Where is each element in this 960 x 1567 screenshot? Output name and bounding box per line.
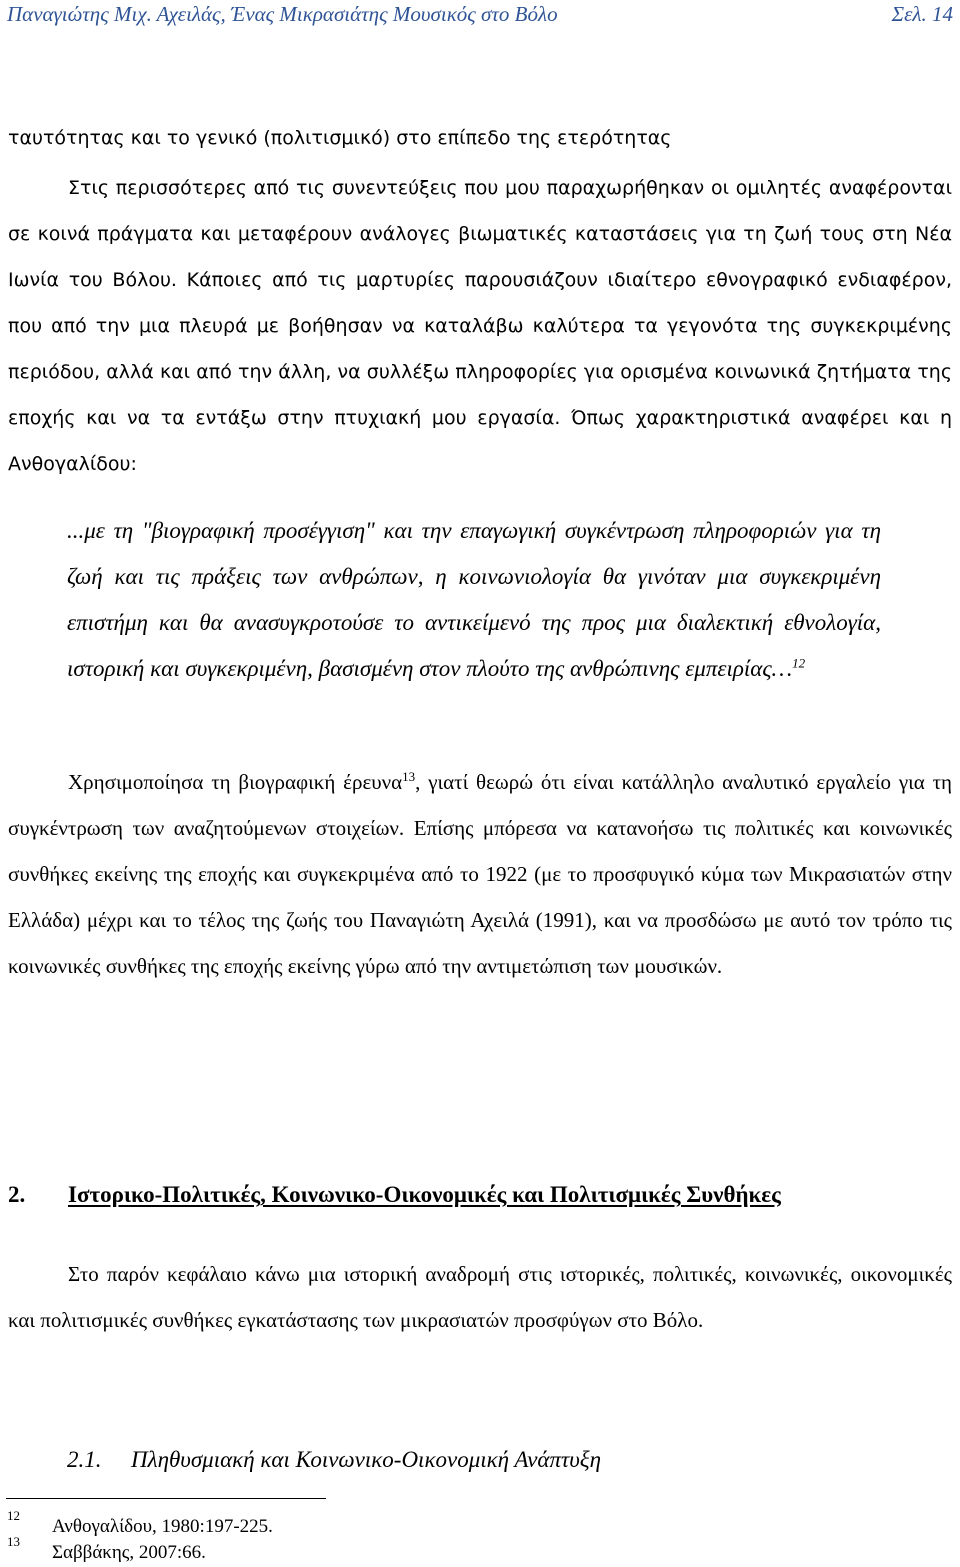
body-paragraph-3: Στο παρόν κεφάλαιο κάνω μια ιστορική αναδρομή στις ιστορικές, πολιτικές, κοινωνικές, οικονομικές και πολιτισμικές συνθήκες εγκατάστασης των μικρασιατών προσφύγων στο Βόλο. [8,1262,952,1332]
section-number: 2. [8,1182,26,1207]
section-heading [8,1182,781,1208]
document-title: Παναγιώτης Μιχ. Αχειλάς, Ένας Μικρασιάτης Μουσικός στο Βόλο [7,2,558,26]
block-quote-text: ...με τη "βιογραφική προσέγγιση" και την επαγωγική συγκέντρωση πληροφοριών για τη ζωή και τις πράξεις των ανθρώπων, η κοινωνιολογία θα γινόταν μια συγκεκριμένη επιστήμη και θα ανασυγκροτούσε το αντικείμενό της προς μια διαλεκτική εθνολογία, ιστορική και συγκεκριμένη, βασισμένη στον πλούτο της ανθρώπινης εμπειρίας… [67,518,881,681]
footnote-separator [6,1498,326,1499]
footnote-text: Ανθογαλίδου, 1980:197-225. [52,1516,273,1537]
footnote-text: Σαββάκης, 2007:66. [52,1542,206,1563]
paragraph-2-start: Χρησιμοποίησα τη βιογραφική έρευνα [68,770,403,794]
footnote-number: 13 [7,1534,20,1549]
page-number: Σελ. 14 [891,2,953,26]
continuation-line: ταυτότητας και το γενικό (πολιτισμικό) στο επίπεδο της ετερότητας [8,127,672,149]
body-paragraph-2 [8,759,952,989]
footnote-ref-12[interactable]: 12 [792,655,806,671]
footnote-number: 12 [7,1508,20,1523]
subsection-title: Πληθυσμιακή και Κοινωνικο-Οικονομική Ανάπτυξη [131,1447,602,1472]
footnote-ref-13[interactable]: 13 [402,769,416,784]
page-header [7,2,953,30]
body-paragraph-1: Στις περισσότερες από τις συνεντεύξεις που μου παραχωρήθηκαν οι ομιλητές αναφέρονται σε κοινά πράγματα και μεταφέρουν ανάλογες βιωματικές καταστάσεις για τη ζωή τους στη Νέα Ιωνία του Βόλου. Κάποιες από τις μαρτυρίες παρουσιάζουν ιδιαίτερο εθνογραφικό ενδιαφέρον, που από την μια πλευρά με βοήθησαν να καταλάβω καλύτερα τα γεγονότα της συγκεκριμένης περιόδου, αλλά και από την άλλη, να συλλέξω πληροφορίες για ορισμένα κοινωνικά ζητήματα της εποχής και να τα εντάξω στην πτυχιακή μου εργασία. Όπως χαρακτηριστικά αναφέρει και η Ανθογαλίδου: [8,177,952,475]
section-title: Ιστορικο-Πολιτικές, Κοινωνικο-Οικονομικές και Πολιτισμικές Συνθήκες [68,1182,781,1207]
subsection-heading [67,1447,601,1473]
paragraph-2-rest: , γιατί θεωρώ ότι είναι κατάλληλο αναλυτικό εργαλείο για τη συγκέντρωση των αναζητούμενων στοιχείων. Επίσης μπόρεσα να κατανοήσω τις πολιτικές και κοινωνικές συνθήκες εκείνης της εποχής και συγκεκριμένα από το 1922 (με το προσφυγικό κύμα των Μικρασιατών στην Ελλάδα) μέχρι και το τέλος της ζωής του Παναγιώτη Αχειλά (1991), και να προσδώσω με αυτό τον τρόπο τις κοινωνικές συνθήκες της εποχής εκείνης γύρω από την αντιμετώπιση των μουσικών. [8,770,952,978]
block-quote [67,508,881,692]
subsection-number: 2.1. [67,1447,102,1472]
